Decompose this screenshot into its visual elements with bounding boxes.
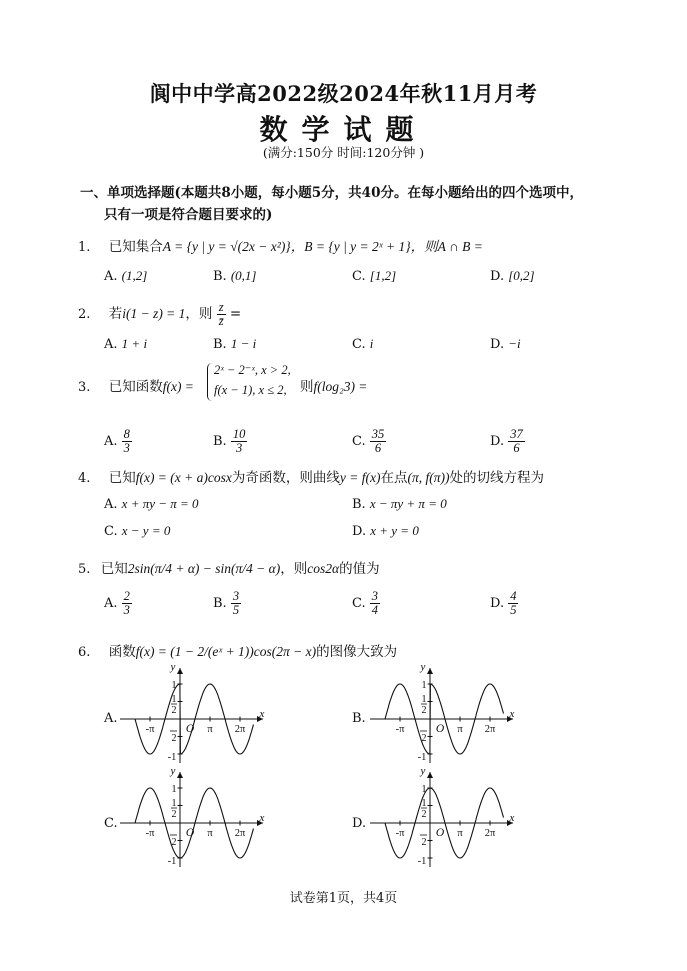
option-b-label[interactable]: B. bbox=[352, 711, 366, 726]
question-6: 6. 函数f(x) = (1 − 2/(eˣ + 1))cos(2π − x)的图像大致为 bbox=[78, 644, 398, 660]
y-label-half-den: 2 bbox=[171, 809, 177, 820]
section-heading-cont: 只有一项是符合题目要求的) bbox=[104, 207, 273, 223]
piecewise-case-1: 2ˣ − 2⁻ˣ, x > 2, bbox=[214, 363, 291, 377]
x-axis-label: x bbox=[259, 812, 265, 824]
y-label-half-den: 2 bbox=[171, 705, 177, 716]
y-axis-arrow bbox=[427, 772, 433, 778]
option-a[interactable]: A. $\frac{8}{3}$ bbox=[104, 427, 130, 456]
question-stem: 已知集合 bbox=[108, 239, 163, 255]
origin-label: O bbox=[435, 827, 445, 839]
option-b[interactable]: B. $\frac{10}{3}$ bbox=[213, 427, 246, 456]
function-formula: f(x) = (1 − 2/(eˣ + 1))cos(2π − x) bbox=[135, 644, 317, 659]
z-over-zbar: $\frac{z}{z̄}$ bbox=[218, 300, 224, 329]
section-heading: 一、单项选择题(本题共8小题，每小题5分，共40分。在每小题给出的四个选项中， bbox=[80, 185, 583, 201]
origin-label: O bbox=[185, 723, 195, 735]
x-label-neg-pi: -π bbox=[395, 828, 405, 839]
set-a-formula: A = {y | y = √(2x − x²)} bbox=[162, 239, 291, 254]
x-axis-label: x bbox=[509, 708, 515, 720]
x-label-pi: π bbox=[207, 724, 213, 735]
question-number: 6. bbox=[78, 645, 91, 660]
y-label-half-num: 1 bbox=[421, 694, 427, 705]
y-label-neg-one: -1 bbox=[167, 752, 177, 763]
option-c[interactable]: C. $\frac{35}{6}$ bbox=[352, 427, 385, 456]
x-label-neg-pi: -π bbox=[145, 828, 155, 839]
question-number: 2. bbox=[78, 307, 91, 323]
option-c[interactable]: C. x − y = 0 bbox=[104, 523, 171, 539]
y-label-neg-half-den: 2 bbox=[171, 733, 177, 744]
option-a[interactable]: A. 1 + i bbox=[104, 336, 148, 352]
x-label-neg-pi: -π bbox=[395, 724, 405, 735]
option-a[interactable]: A. x + πy − π = 0 bbox=[104, 496, 199, 512]
y-axis-label: y bbox=[420, 765, 426, 777]
y-label-half-num: 1 bbox=[171, 694, 177, 705]
question-stem: 若 bbox=[108, 306, 123, 323]
x-label-two-pi: 2π bbox=[484, 724, 496, 735]
exam-title: 阆中中学高2022级2024年秋11月月考 bbox=[149, 81, 538, 106]
question-3-tail: 则f(log₂3) = bbox=[300, 379, 368, 395]
y-label-neg-one: -1 bbox=[417, 752, 427, 763]
y-label-one: 1 bbox=[421, 680, 427, 691]
y-label-neg-half-den: 2 bbox=[171, 837, 177, 848]
option-b[interactable]: B. 1 − i bbox=[213, 336, 257, 352]
y-label-one: 1 bbox=[171, 784, 177, 795]
y-label-neg-one: -1 bbox=[417, 856, 427, 867]
question-5: 5. 已知2sin(π/4 + α) − sin(π/4 − α)，则cos2α的值为 bbox=[78, 561, 380, 577]
option-c-label[interactable]: C. bbox=[104, 816, 118, 831]
y-label-half-num: 1 bbox=[421, 798, 427, 809]
x-label-two-pi: 2π bbox=[234, 828, 246, 839]
question-number: 5. bbox=[78, 562, 91, 577]
question-stem: 已知函数 bbox=[108, 379, 163, 395]
option-b[interactable]: B. x − πy + π = 0 bbox=[352, 496, 447, 512]
function-name: f(x) = bbox=[162, 379, 194, 394]
set-b-formula: ，B = {y | y = 2ˣ + 1}，则A ∩ B = bbox=[290, 239, 483, 254]
y-label-neg-half-den: 2 bbox=[421, 837, 427, 848]
option-a[interactable]: A. (1,2] bbox=[104, 268, 148, 284]
y-axis-label: y bbox=[170, 661, 176, 673]
option-a[interactable]: A. $\frac{2}{3}$ bbox=[104, 589, 130, 618]
origin-label: O bbox=[185, 827, 195, 839]
question-4: 4. 已知f(x) = (x + a)cosx为奇函数，则曲线y = f(x)在点(π, f(π))处的切线方程为 bbox=[78, 470, 544, 486]
y-label-half-den: 2 bbox=[421, 705, 427, 716]
question-number: 4. bbox=[78, 471, 91, 486]
y-label-neg-half-den: 2 bbox=[421, 733, 427, 744]
option-b[interactable]: B. $\frac{3}{5}$ bbox=[213, 589, 240, 618]
condition-formula: i(1 − z) = 1 bbox=[122, 306, 186, 322]
function-formula: f(x) = (x + a)cosx bbox=[135, 470, 232, 485]
option-d[interactable]: D. $\frac{37}{6}$ bbox=[490, 427, 523, 456]
subject-title: 数学试题 bbox=[259, 113, 428, 146]
y-label-half-den: 2 bbox=[421, 809, 427, 820]
page-footer: 试卷第1页，共4页 bbox=[289, 891, 398, 906]
x-label-neg-pi: -π bbox=[145, 724, 155, 735]
piecewise-case-2: f(x − 1), x ≤ 2, bbox=[214, 383, 287, 397]
option-d[interactable]: D. −i bbox=[490, 336, 521, 352]
x-axis-label: x bbox=[259, 708, 265, 720]
y-label-one: 1 bbox=[171, 680, 177, 691]
option-c[interactable]: C. $\frac{3}{4}$ bbox=[352, 589, 379, 618]
exam-info: (满分:150分 时间:120分钟 ) bbox=[262, 145, 425, 160]
option-a-label[interactable]: A. bbox=[104, 711, 118, 726]
option-d[interactable]: D. $\frac{4}{5}$ bbox=[490, 589, 517, 618]
option-d[interactable]: D. x + y = 0 bbox=[352, 523, 419, 539]
option-b[interactable]: B. (0,1] bbox=[213, 268, 257, 284]
x-axis-label: x bbox=[509, 812, 515, 824]
option-d-label[interactable]: D. bbox=[352, 816, 367, 831]
question-2: 2. 若i(1 − z) = 1，则 $\frac{z}{z̄}$ = bbox=[78, 300, 242, 329]
x-label-pi: π bbox=[457, 724, 463, 735]
x-label-pi: π bbox=[457, 828, 463, 839]
y-axis-label: y bbox=[170, 765, 176, 777]
y-label-half-num: 1 bbox=[171, 798, 177, 809]
origin-label: O bbox=[435, 723, 445, 735]
y-label-neg-one: -1 bbox=[167, 856, 177, 867]
x-label-two-pi: 2π bbox=[234, 724, 246, 735]
question-number: 1. bbox=[78, 240, 91, 255]
option-d[interactable]: D. [0,2] bbox=[490, 268, 535, 284]
x-label-pi: π bbox=[207, 828, 213, 839]
trig-condition: 2sin(π/4 + α) − sin(π/4 − α) bbox=[127, 561, 281, 576]
question-number: 3. bbox=[78, 380, 91, 395]
x-label-two-pi: 2π bbox=[484, 828, 496, 839]
option-c[interactable]: C. i bbox=[352, 336, 374, 352]
y-label-one: 1 bbox=[421, 784, 427, 795]
option-c[interactable]: C. [1,2] bbox=[352, 268, 397, 284]
y-axis-label: y bbox=[420, 661, 426, 673]
